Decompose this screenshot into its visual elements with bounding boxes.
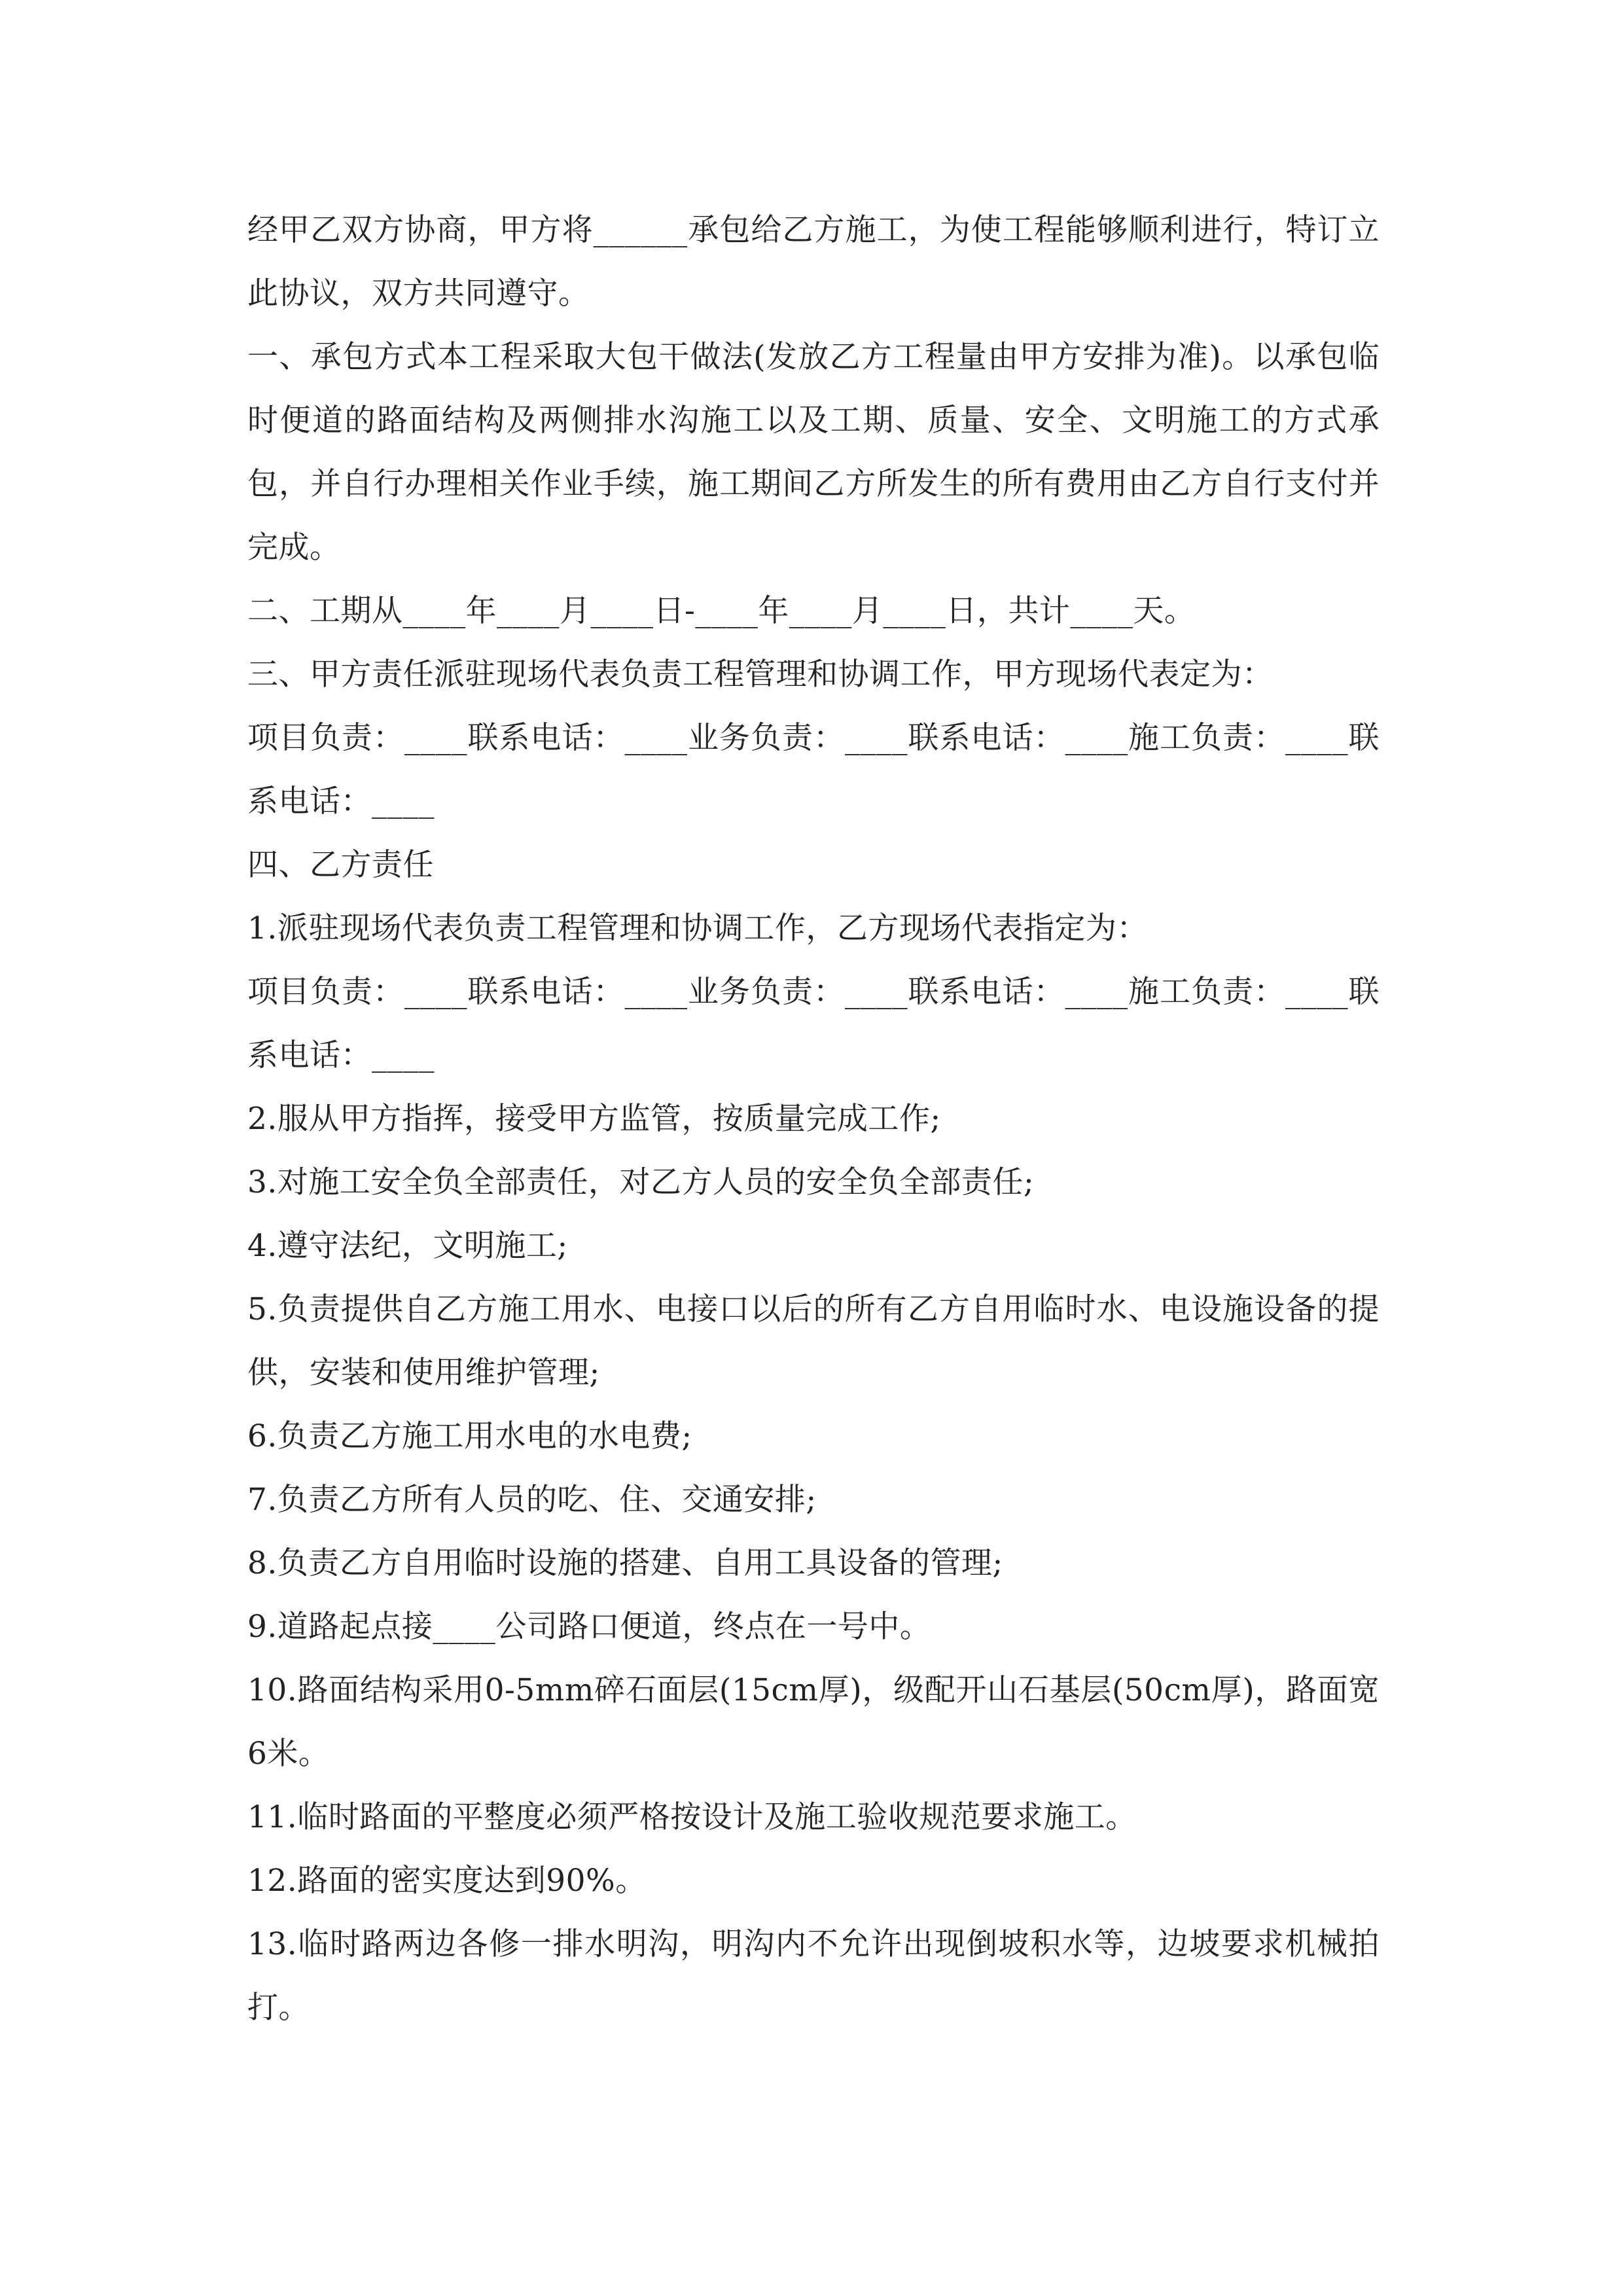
list-item-6: 6.负责乙方施工用水电的水电费; — [247, 1418, 692, 1454]
section-3-party-a-duty: 三、甲方责任派驻现场代表负责工程管理和协调工作，甲方现场代表定为： — [247, 656, 1274, 692]
list-item-4: 4.遵守法纪，文明施工; — [247, 1228, 568, 1264]
list-item-7: 7.负责乙方所有人员的吃、住、交通安排; — [247, 1482, 817, 1518]
party-b-contacts: 项目负责：____联系电话：____业务负责：____联系电话：____施工负责：____联系电话：____ — [247, 974, 1380, 1073]
list-item-5: 5.负责提供自乙方施工用水、电接口以后的所有乙方自用临时水、电设施设备的提供，安装和使用维护管理; — [247, 1291, 1380, 1391]
section-4-heading: 四、乙方责任 — [247, 847, 434, 883]
list-item-2: 2.服从甲方指挥，接受甲方监管，按质量完成工作; — [247, 1101, 941, 1137]
intro-paragraph: 经甲乙双方协商，甲方将______承包给乙方施工，为使工程能够顺利进行，特订立此协议，双方共同遵守。 — [247, 212, 1380, 312]
list-item-3: 3.对施工安全负全部责任，对乙方人员的安全负全部责任; — [247, 1164, 1035, 1200]
document-body — [247, 198, 1380, 2039]
section-1-contract-method: 一、承包方式本工程采取大包干做法(发放乙方工程量由甲方安排为准)。以承包临时便道的路面结构及两侧排水沟施工以及工期、质量、安全、文明施工的方式承包，并自行办理相关作业手续，施工期间乙方所发生的所有费用由乙方自行支付并完成。 — [247, 339, 1380, 565]
list-item-12: 12.路面的密实度达到90%。 — [247, 1863, 647, 1899]
list-item-8: 8.负责乙方自用临时设施的搭建、自用工具设备的管理; — [247, 1545, 1003, 1581]
list-item-10: 10.路面结构采用0-5mm碎石面层(15cm厚)，级配开山石基层(50cm厚)，路面宽6米。 — [247, 1672, 1380, 1772]
party-a-contacts: 项目负责：____联系电话：____业务负责：____联系电话：____施工负责：____联系电话：____ — [247, 720, 1380, 819]
list-item-13: 13.临时路两边各修一排水明沟，明沟内不允许出现倒坡积水等，边坡要求机械拍打。 — [247, 1926, 1380, 2026]
section-2-duration: 二、工期从____年____月____日-____年____月____日，共计____天。 — [247, 593, 1196, 629]
list-item-11: 11.临时路面的平整度必须严格按设计及施工验收规范要求施工。 — [247, 1799, 1137, 1835]
list-item-9: 9.道路起点接____公司路口便道，终点在一号中。 — [247, 1609, 931, 1645]
list-item-1: 1.派驻现场代表负责工程管理和协调工作，乙方现场代表指定为： — [247, 910, 1148, 946]
